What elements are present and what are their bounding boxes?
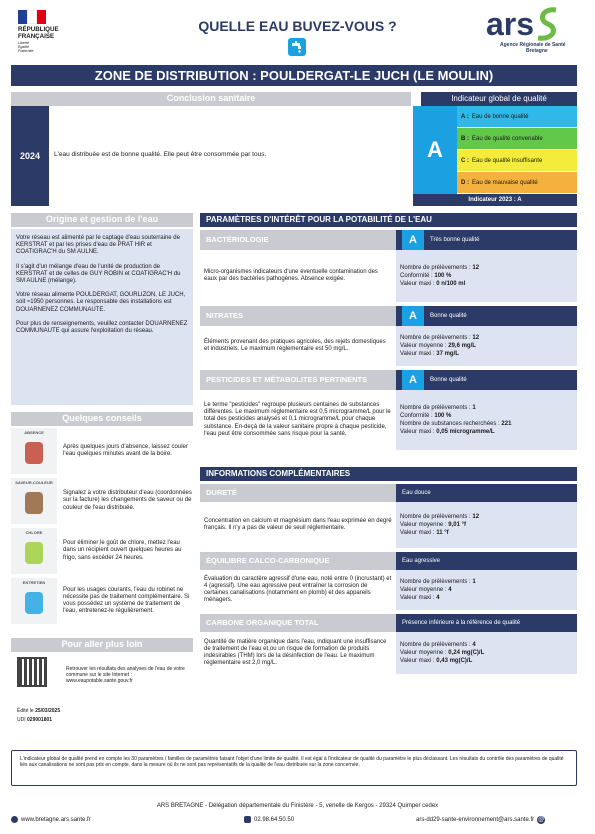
stat-key: Conformité : <box>400 273 435 279</box>
param-stats <box>396 326 577 366</box>
infos-header: INFORMATIONS COMPLÉMENTAIRES <box>200 467 577 481</box>
param-stat <box>400 350 573 358</box>
edited-label: Édité le <box>17 708 34 714</box>
param-stat <box>400 578 573 586</box>
param-rating-label: Très bonne qualité <box>430 237 480 243</box>
level-letter: D : <box>461 179 469 186</box>
stat-key: Nombre de prélèvements : <box>400 405 473 411</box>
stat-value: 12 <box>472 514 480 520</box>
page-title: QUELLE EAU BUVEZ-VOUS ? <box>198 18 397 34</box>
param-header-row <box>200 370 577 390</box>
param-rating <box>396 484 577 502</box>
indicator-header: Indicateur global de qualité <box>421 92 577 106</box>
param-name: ÉQUILIBRE CALCO-CARBONIQUE <box>200 552 396 570</box>
footer-phone <box>244 816 294 823</box>
param-stat <box>400 657 573 665</box>
param-stat <box>400 529 573 537</box>
param-stats <box>396 250 577 302</box>
conseil-icon-label: CHLORE <box>25 530 43 535</box>
stat-value: 12 <box>472 265 480 271</box>
stat-value: 4 <box>436 595 440 601</box>
conseils-list <box>11 428 193 628</box>
conseil-icon-glyph <box>25 592 43 614</box>
footer-website[interactable] <box>11 816 91 823</box>
water-tap-icon <box>288 38 306 56</box>
stat-key: Nombre de prélèvements : <box>400 335 473 341</box>
conseil-saveur-couleur-icon <box>11 478 57 524</box>
param-stat <box>400 649 573 657</box>
globe-icon <box>11 816 18 823</box>
param-body-row <box>200 390 577 450</box>
conseil-text: Après quelques jours d'absence, laissez couler l'eau quelques minutes avant de la boire. <box>63 443 188 457</box>
stat-key: Valeur moyenne : <box>400 343 449 349</box>
edited-line <box>17 708 60 714</box>
ars-subtitle: Agence Régionale de Santé <box>500 42 566 48</box>
param-body-row <box>200 250 577 302</box>
indicator-level-b <box>457 128 577 150</box>
params-list <box>200 230 577 454</box>
param-stat <box>400 334 573 342</box>
stat-value: 11 °f <box>436 530 449 536</box>
stat-key: Valeur maxi : <box>400 281 437 287</box>
stat-key: Valeur maxi : <box>400 351 437 357</box>
plus-loin-text: Retrouver les résultats des analyses de l'eau de votre commune sur le site Internet : www.eaupotable.sante.gouv.fr <box>66 666 185 684</box>
params-header: PARAMÈTRES D'INTÉRÊT POUR LA POTABILITÉ DE L'EAU <box>200 213 577 227</box>
ars-wordmark: ars <box>486 6 535 42</box>
stat-key: Valeur maxi : <box>400 658 437 664</box>
param-quilibre-calco-carbonique <box>200 552 577 610</box>
rf-motto-3: Fraternité <box>18 49 34 53</box>
param-stat <box>400 264 573 272</box>
indicator-level-c <box>457 150 577 172</box>
stat-key: Valeur moyenne : <box>400 522 449 528</box>
param-description: Micro-organismes indicateurs d'une éventuelle contamination des eaux par des bactéries pathogènes. Absence exigée. <box>204 268 378 282</box>
param-body-row <box>200 326 577 366</box>
param-stat <box>400 342 573 350</box>
rf-motto-2: Égalité <box>18 45 29 49</box>
stat-key: Conformité : <box>400 413 435 419</box>
stat-value: 4 <box>448 587 452 593</box>
param-stat <box>400 586 573 594</box>
param-stat <box>400 412 573 420</box>
stat-value: 29,6 mg/L <box>448 343 476 349</box>
footer-email[interactable] <box>416 816 545 824</box>
param-stat <box>400 420 573 428</box>
conclusion-text: L'eau distribuée est de bonne qualité. Elle peut être consommée par tous. <box>54 151 267 158</box>
conseil-item <box>11 428 193 474</box>
udi-value: 029001801 <box>27 717 53 723</box>
indicator-level-a <box>457 106 577 128</box>
param-grade-badge: A <box>402 306 424 326</box>
param-pesticides-et-m-tabolites-pertinents <box>200 370 577 450</box>
param-name: CARBONE ORGANIQUE TOTAL <box>200 614 396 632</box>
email-link[interactable]: ars-dd29-sante-environnement@ars.sante.fr <box>416 817 535 823</box>
rf-name-line1: RÉPUBLIQUE <box>18 26 59 33</box>
conseil-text: Pour les usages courants, l'eau du robinet ne nécessite pas de traitement complémentaire. Si vous possédez un système de traitement de l'eau, entretenez-le régulièrement. <box>63 586 190 615</box>
param-name: BACTÉRIOLOGIE <box>200 230 396 250</box>
level-letter: B : <box>461 135 469 142</box>
param-rating <box>396 614 577 632</box>
conclusion-year: 2024 <box>11 106 49 206</box>
stat-key: Nombre de prélèvements : <box>400 579 473 585</box>
param-stat <box>400 641 573 649</box>
stat-key: Valeur moyenne : <box>400 587 449 593</box>
param-rating <box>396 230 577 250</box>
footer-org: ARS BRETAGNE - Délégation départementale du Finistère - 5, venelle de Kergos - 29324 Quimper cedex <box>156 803 439 809</box>
param-rating-label: Bonne qualité <box>430 377 467 383</box>
conseil-icon-glyph <box>25 442 43 464</box>
param-grade-badge: A <box>402 370 424 390</box>
param-stat <box>400 428 573 436</box>
stat-key: Nombre de prélèvements : <box>400 642 473 648</box>
conseil-icon-glyph <box>25 492 43 514</box>
stat-value: 1 <box>472 405 476 411</box>
param-stat <box>400 521 573 529</box>
param-rating-label: Présence inférieure à la référence de qualité <box>402 620 521 626</box>
param-description: Concentration en calcium et magnésium dans l'eau exprimée en degré français. Il n'y a pas de valeur de seuil réglementaire. <box>204 517 392 531</box>
stat-key: Valeur moyenne : <box>400 650 449 656</box>
conseil-entretien-icon <box>11 578 57 624</box>
param-carbone-organique-total <box>200 614 577 674</box>
param-header-row <box>200 484 577 502</box>
stat-value: 221 <box>501 421 512 427</box>
ars-swoosh-icon <box>532 6 562 42</box>
param-body-row <box>200 632 577 674</box>
param-header-row <box>200 230 577 250</box>
stat-value: 100 % <box>434 273 452 279</box>
stat-value: 0 n/100 ml <box>436 281 466 287</box>
param-name: NITRATES <box>200 306 396 326</box>
conclusion-header: Conclusion sanitaire <box>11 92 411 106</box>
stat-key: Valeur maxi : <box>400 595 437 601</box>
edited-date: 25/03/2025 <box>35 708 61 714</box>
udi-line <box>17 717 52 723</box>
conseil-item <box>11 578 193 624</box>
origine-header: Origine et gestion de l'eau <box>11 213 193 227</box>
phone-number: 02.98.64.50.50 <box>254 816 295 823</box>
param-stat <box>400 594 573 602</box>
param-description: Quantité de matière organique dans l'eau, indiquant une insuffisance de traitement de l'eau et,ou un risque de formation de produits indésirables (THM) lors de la désinfection de l'eau. Le maximum réglementaire est 2,0 mg/L. <box>204 638 387 667</box>
param-description: Le terme "pesticides" regroupe plusieurs centaines de substances différentes. Le maximum réglementaire est 0,5 microgramme/L pour le total des pesticides analysés et 0,1 microgramme/L pour chaque substance. En-deçà de la valeur sanitaire propre à chaque pesticide, l'eau peut être consommée sans risque pour la santé. <box>204 401 391 437</box>
stat-key: Nombre de prélèvements : <box>400 265 473 271</box>
indicator-grade: A <box>427 137 443 162</box>
param-nitrates <box>200 306 577 366</box>
udi-label: UDI <box>17 717 26 723</box>
website-link[interactable]: www.bretagne.ars.sante.fr <box>21 816 91 823</box>
conseil-chlore-icon <box>11 528 57 574</box>
param-description: Évaluation du caractère agressif d'une eau, noté entre 0 (incrustant) et 4 (agressif). Une eau agressive peut entraîner la corrosion de certaines canalisations (notamment en plomb) et des appareils ménagers. <box>204 575 392 604</box>
stat-value: 4 <box>472 642 476 648</box>
param-header-row <box>200 306 577 326</box>
level-label: Eau de bonne qualité <box>471 113 529 120</box>
param-stat <box>400 513 573 521</box>
conseil-absence-icon <box>11 428 57 474</box>
param-stat <box>400 404 573 412</box>
param-stats <box>396 390 577 450</box>
indicator-levels <box>457 106 577 194</box>
param-rating-label: Bonne qualité <box>430 313 467 319</box>
level-letter: A : <box>461 113 469 120</box>
conseil-icon-label: ENTRETIEN <box>22 580 46 585</box>
param-rating-label: Eau agressive <box>402 558 441 564</box>
param-grade-badge: A <box>402 230 424 250</box>
param-body-row <box>200 570 577 610</box>
rf-motto-1: Liberté <box>18 41 29 45</box>
indicator-level-d <box>457 172 577 194</box>
origine-paragraph: Pour plus de renseignements, veuillez contacter DOUARNENEZ COMMUNAUTE qui assure l'exploitation du réseau. <box>16 320 188 335</box>
stat-value: 12 <box>472 335 480 341</box>
stat-value: 1 <box>472 579 476 585</box>
footnote: L'indicateur global de qualité prend en compte les 30 paramètres / familles de paramètres faisant l'objet d'une limite de qualité. Il est égal à l'indicateur de qualité du paramètre le plus déclassant. Les résultats du contrôle des paramètres de qualité liés aux canalisations ne sont pas pris en compte, dans la mesure où ils ne sont pas représentatifs de la qualité de l'eau distribuée sur la zone concernée. <box>11 750 577 786</box>
conseil-icon-label: SAVEUR-COULEUR <box>15 480 53 485</box>
param-name: DURETÉ <box>200 484 396 502</box>
stat-value: 100 % <box>434 413 452 419</box>
zone-title: ZONE DE DISTRIBUTION : POULDERGAT-LE JUCH (LE MOULIN) <box>11 65 577 86</box>
plus-loin-header: Pour aller plus loin <box>11 638 193 652</box>
conseils-header: Quelques conseils <box>11 412 193 426</box>
origine-paragraph: Votre réseau est alimenté par le captage d'eau souterraine de KERSTRAT et par les prises d'eau de PRAT HIR et COATIGRAC'H du SM AULNE. <box>16 235 180 256</box>
qr-code[interactable] <box>17 657 47 687</box>
param-header-row <box>200 614 577 632</box>
param-stats <box>396 570 577 610</box>
param-name: PESTICIDES ET MÉTABOLITES PERTINENTS <box>200 370 396 390</box>
rf-name-line2: FRANÇAISE <box>18 33 55 40</box>
origine-paragraph: Votre réseau alimente POULDERGAT, GOURLIZON, LE JUCH, soit ≈1950 personnes. Le responsable des installations est DOUARNENEZ COMMUNAUTE. <box>16 292 186 313</box>
stat-key: Valeur maxi : <box>400 429 437 435</box>
ars-region: Bretagne <box>526 48 548 54</box>
level-label: Eau de qualité insuffisante <box>472 157 543 164</box>
param-rating-label: Eau douce <box>402 490 431 496</box>
stat-key: Nombre de substances recherchées : <box>400 421 502 427</box>
level-label: Eau de qualité convenable <box>472 135 543 142</box>
param-rating <box>396 552 577 570</box>
level-label: Eau de mauvaise qualité <box>472 179 538 186</box>
stat-value: 0,43 mg(C)/L <box>436 658 473 664</box>
origine-paragraph: Il s'agit d'un mélange d'eau de l'unité de production de KERSTRAT et de celles de GUY ROBIN et COATIGRAC'H du SM AULNE (mélange). <box>16 263 181 285</box>
conseil-icon-glyph <box>25 542 43 564</box>
stat-value: 0,05 microgramme/L <box>436 429 495 435</box>
indicator-footer: Indicateur 2023 : A <box>413 194 577 206</box>
param-body-row <box>200 502 577 548</box>
param-description: Éléments provenant des pratiques agricoles, des rejets domestiques et industriels. Le maximum réglementaire est 50 mg/L. <box>204 338 386 352</box>
ars-logo <box>486 6 582 60</box>
param-rating <box>396 306 577 326</box>
conseil-text: Pour éliminer le goût de chlore, mettez l'eau dans un récipient ouvert quelques heures au frigo, sans excéder 24 heures. <box>63 540 182 561</box>
conseil-item <box>11 478 193 524</box>
param-stat <box>400 272 573 280</box>
param-duret <box>200 484 577 548</box>
param-stat <box>400 280 573 288</box>
conseil-item <box>11 528 193 574</box>
param-header-row <box>200 552 577 570</box>
stat-key: Valeur maxi : <box>400 530 437 536</box>
phone-icon <box>244 816 251 823</box>
stat-value: 9,01 °f <box>448 522 466 528</box>
param-stats <box>396 632 577 674</box>
param-bact-riologie <box>200 230 577 302</box>
param-rating <box>396 370 577 390</box>
infos-list <box>200 484 577 678</box>
at-icon: @ <box>538 817 545 823</box>
param-stats <box>396 502 577 548</box>
conseil-icon-label: ABSENCE <box>24 430 44 435</box>
stat-value: 37 mg/L <box>436 351 459 357</box>
stat-value: 0,24 mg(C)/L <box>448 650 485 656</box>
level-letter: C : <box>461 157 469 164</box>
conseil-text: Signalez à votre distributeur d'eau (coordonnées sur la facture) les changements de saveur ou de couleur de l'eau distribuée. <box>63 490 192 511</box>
origine-body <box>11 229 193 405</box>
stat-key: Nombre de prélèvements : <box>400 514 473 520</box>
